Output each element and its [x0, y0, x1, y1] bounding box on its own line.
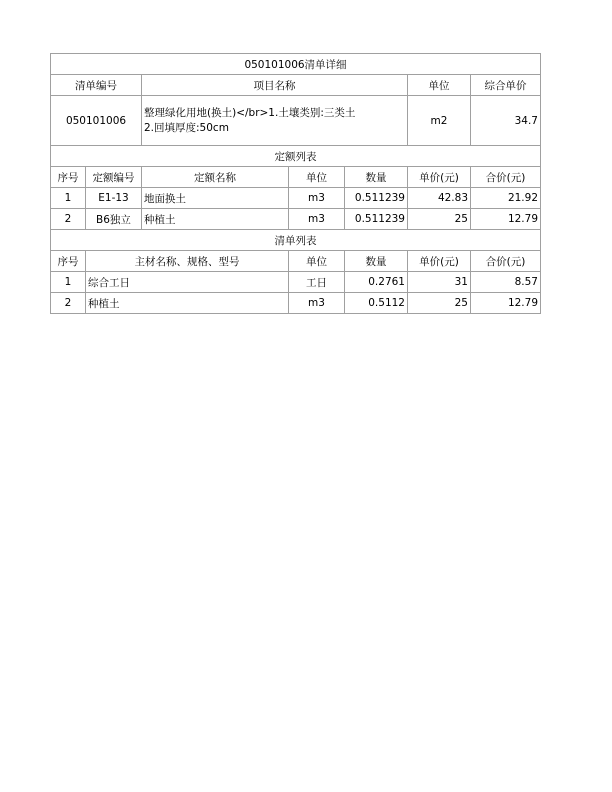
quota-unit: m3: [288, 209, 344, 229]
quota-header-row: [50, 167, 541, 188]
materials-header-row: [50, 251, 541, 272]
materials-name: 种植土: [85, 293, 288, 313]
materials-unit: m3: [288, 293, 344, 313]
materials-seq: 2: [50, 293, 85, 313]
bill-name-line2: 2.回填厚度:50cm: [144, 121, 229, 134]
quota-total: 12.79: [470, 209, 541, 229]
quota-unit-price: 42.83: [407, 188, 470, 208]
quota-name-header: 定额名称: [141, 167, 288, 187]
materials-total: 8.57: [470, 272, 541, 292]
materials-qty: 0.2761: [344, 272, 407, 292]
quota-seq: 2: [50, 209, 85, 229]
quota-name: 地面换土: [141, 188, 288, 208]
quota-name: 种植土: [141, 209, 288, 229]
materials-seq-header: 序号: [50, 251, 85, 271]
quota-unit-header: 单位: [288, 167, 344, 187]
quota-code: E1-13: [85, 188, 141, 208]
materials-unit-price-header: 单价(元): [407, 251, 470, 271]
table-row: [50, 293, 541, 314]
materials-unit: 工日: [288, 272, 344, 292]
bill-price: 34.7: [470, 96, 541, 145]
bill-code: 050101006: [50, 96, 141, 145]
quota-qty: 0.511239: [344, 209, 407, 229]
materials-section-row: [50, 230, 541, 251]
quota-unit: m3: [288, 188, 344, 208]
table-row: [50, 272, 541, 293]
table-row: [50, 209, 541, 230]
quota-seq: 1: [50, 188, 85, 208]
quota-section-title: 定额列表: [50, 146, 541, 166]
quota-qty: 0.511239: [344, 188, 407, 208]
materials-total-header: 合价(元): [470, 251, 541, 271]
table-row: [50, 188, 541, 209]
bill-row: [50, 96, 541, 146]
bill-name-header: 项目名称: [141, 75, 407, 95]
materials-total: 12.79: [470, 293, 541, 313]
bill-price-header: 综合单价: [470, 75, 541, 95]
bill-code-header: 清单编号: [50, 75, 141, 95]
bill-unit: m2: [407, 96, 470, 145]
quota-unit-price: 25: [407, 209, 470, 229]
quota-qty-header: 数量: [344, 167, 407, 187]
materials-qty: 0.5112: [344, 293, 407, 313]
quota-code: B6独立: [85, 209, 141, 229]
materials-unit-header: 单位: [288, 251, 344, 271]
materials-name-header: 主材名称、规格、型号: [85, 251, 288, 271]
bill-unit-header: 单位: [407, 75, 470, 95]
bill-detail-grid: [50, 53, 541, 314]
grid-title: 050101006清单详细: [50, 54, 541, 74]
materials-section-title: 清单列表: [50, 230, 541, 250]
bill-header-row: [50, 75, 541, 96]
title-row: [50, 53, 541, 75]
materials-qty-header: 数量: [344, 251, 407, 271]
materials-name: 综合工日: [85, 272, 288, 292]
quota-code-header: 定额编号: [85, 167, 141, 187]
quota-section-row: [50, 146, 541, 167]
materials-unit-price: 31: [407, 272, 470, 292]
materials-unit-price: 25: [407, 293, 470, 313]
bill-name-line1: 整理绿化用地(换土)</br>1.土壤类别:三类土: [144, 106, 356, 119]
quota-total: 21.92: [470, 188, 541, 208]
quota-seq-header: 序号: [50, 167, 85, 187]
quota-unit-price-header: 单价(元): [407, 167, 470, 187]
quota-total-header: 合价(元): [470, 167, 541, 187]
bill-name: [141, 96, 407, 145]
materials-seq: 1: [50, 272, 85, 292]
